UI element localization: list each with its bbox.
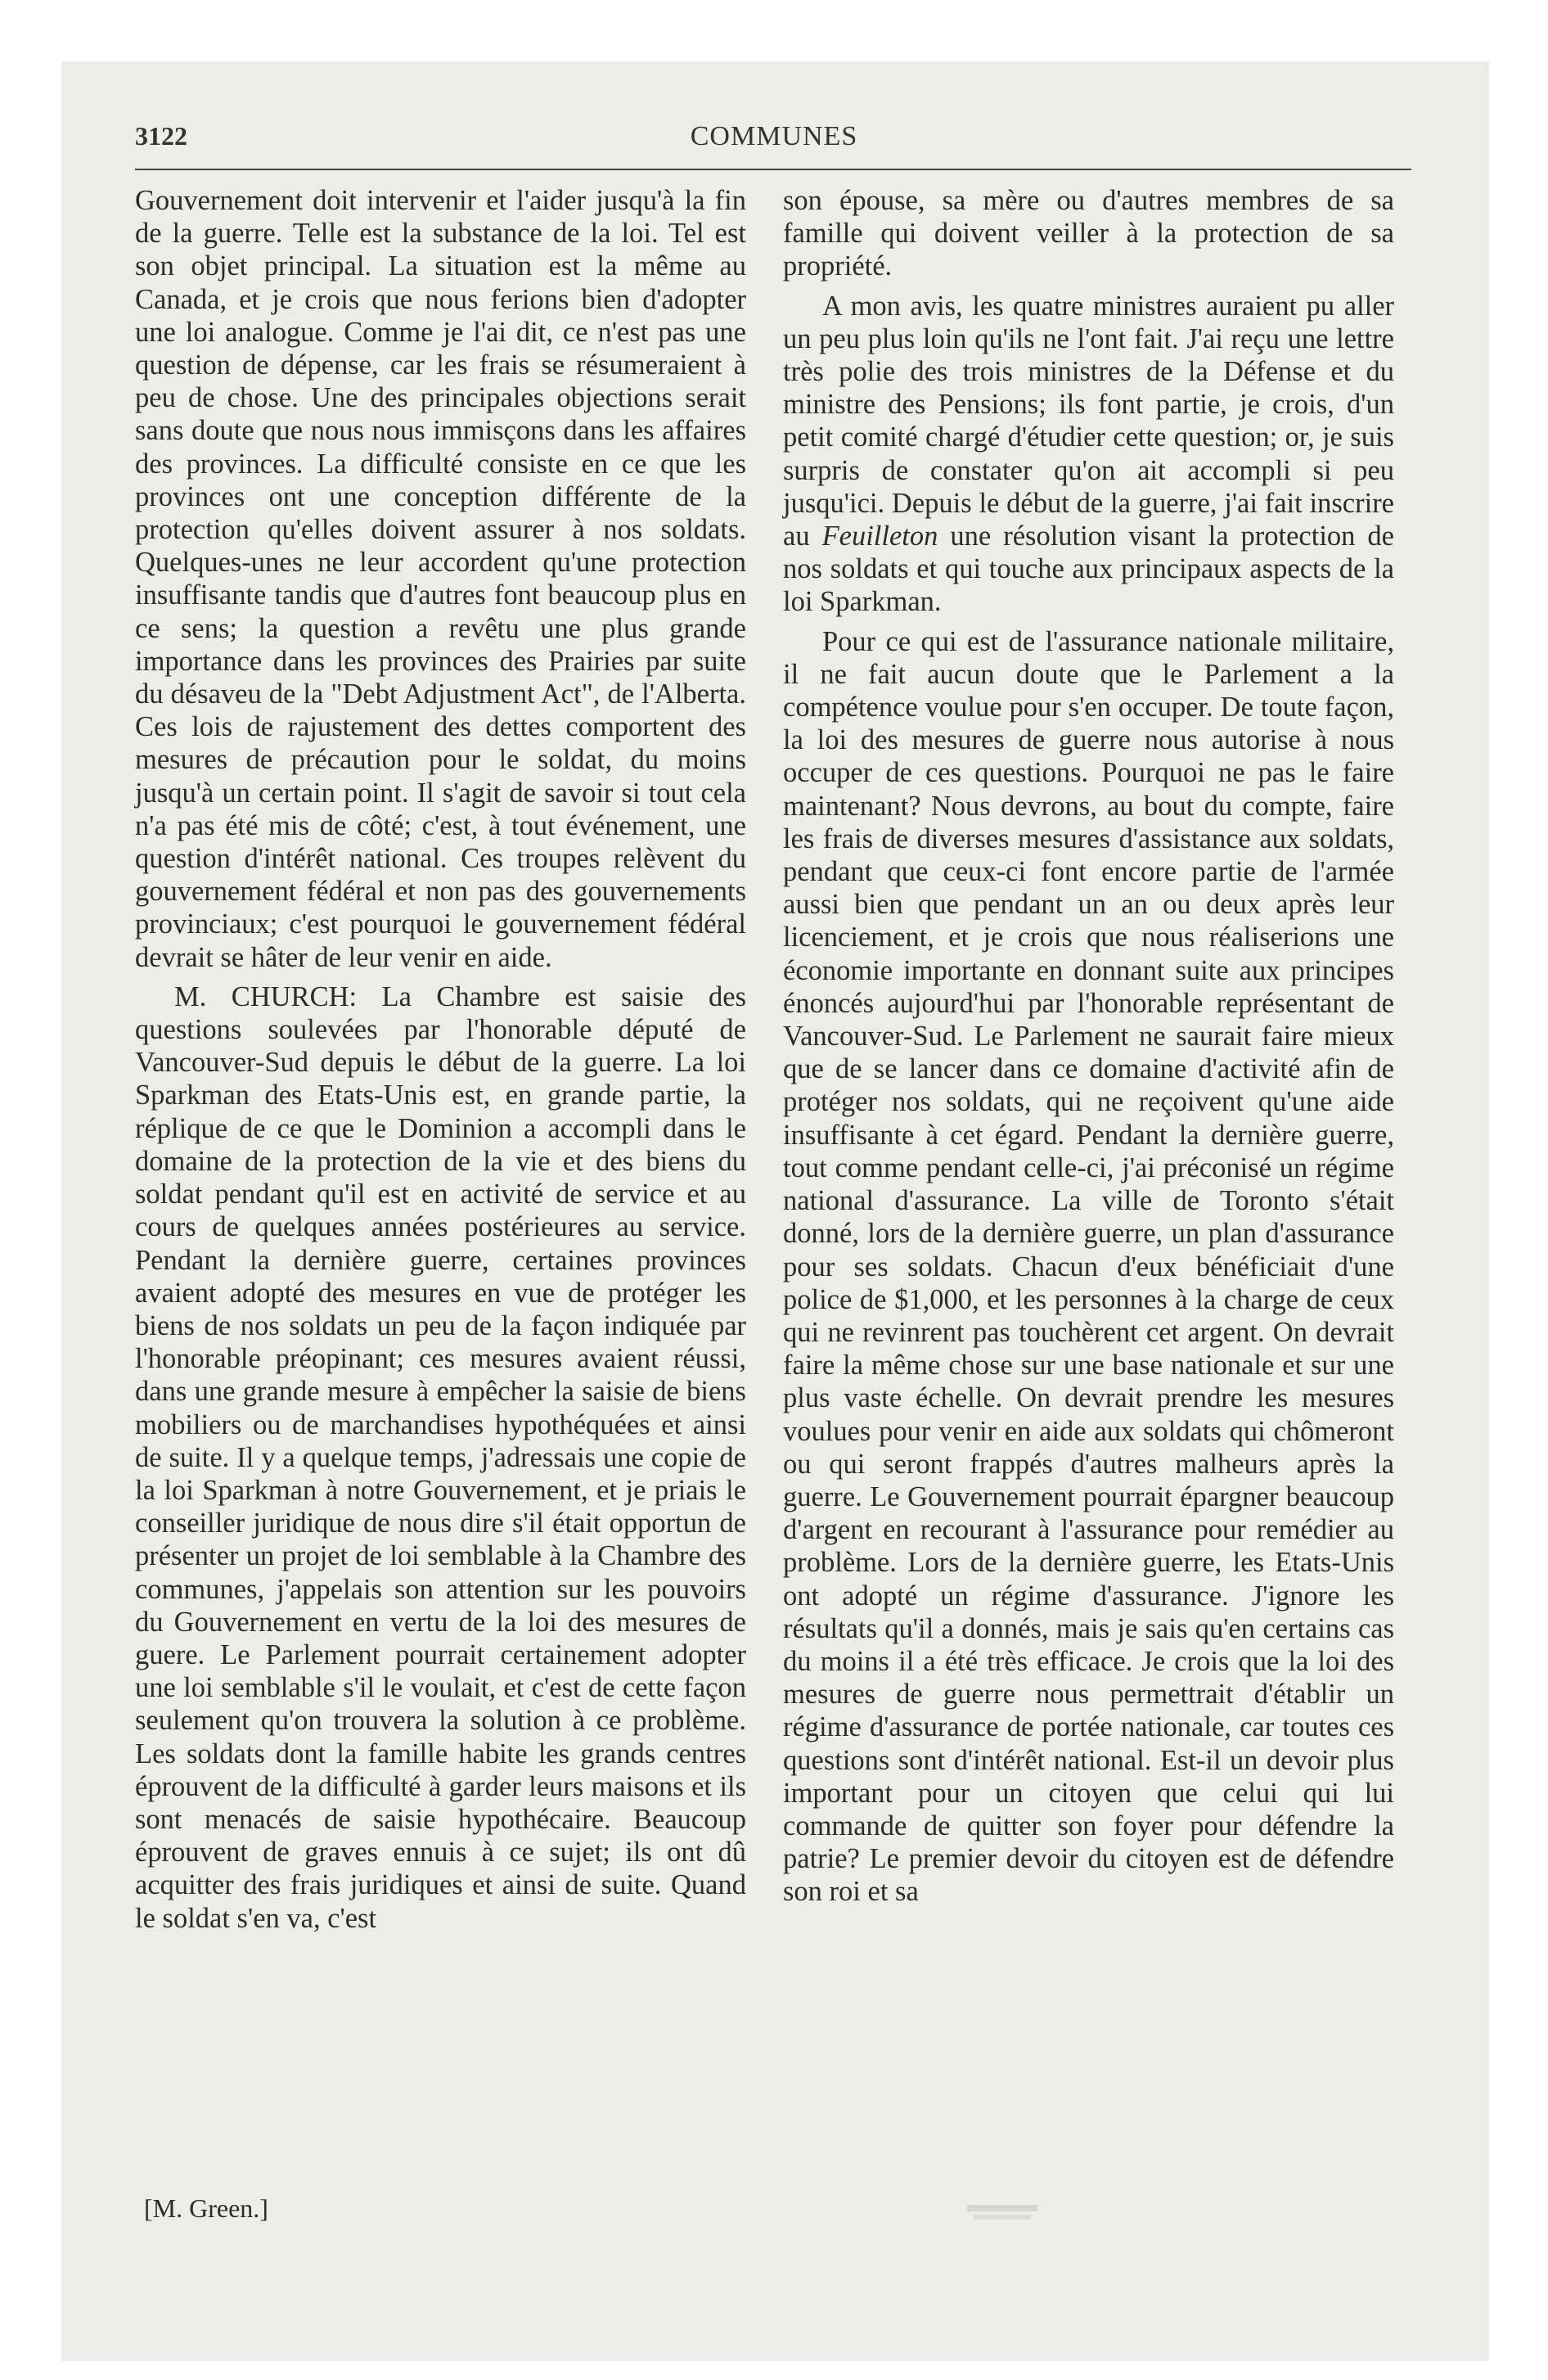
- paragraph-text: une résolution visant la protection de nos soldats et qui touche aux principaux aspects de la loi Sparkman.: [783, 521, 1394, 618]
- italic-term: Feuilleton: [821, 521, 938, 552]
- speaker-attribution: [M. Green.]: [144, 2193, 268, 2223]
- left-column: [135, 184, 746, 1935]
- speaker-name: M. CHURCH:: [174, 980, 358, 1012]
- header-rule: [135, 169, 1411, 170]
- paragraph-text: La Chambre est saisie des questions soulevées par l'honorable député de Vancouver-Sud depuis le début de la guerre. La loi Sparkman des Etats-Unis est, en grande partie, la réplique de ce que le Dominion a accompli dans le domaine de la protection de la vie et des biens du soldat pendant qu'il est en activité de service et au cours de quelques années postérieures au service. Pendant la dernière guerre, certaines provinces avaient adopté des mesures en vue de protéger les biens de nos soldats un peu de la façon indiquée par l'honorable préopinant; ces mesures avaient réussi, dans une grande mesure à empêcher la saisie de biens mobiliers ou de marchandises hypothéquées et ainsi de suite. Il y a quelque temps, j'adressais une copie de la loi Sparkman à notre Gouvernement, et je priais le conseiller juridique de nous dire s'il était opportun de présenter un projet de loi semblable à la Chambre des communes, j'appelais son attention sur les pouvoirs du Gouvernement en vertu de la loi des mesures de guere. Le Parlement pourrait certainement adopter une loi semblable s'il le voulait, et c'est de cette façon seulement qu'on trouvera la solution à ce problème. Les soldats dont la famille habite les grands centres éprouvent de la difficulté à garder leurs maisons et ils sont menacés de saisie hypothécaire. Beaucoup éprouvent de graves ennuis à ce sujet; ils ont dû acquitter des frais juridiques et ainsi de suite. Quand le soldat s'en va, c'est: [135, 980, 746, 1934]
- paragraph: [783, 290, 1394, 619]
- paragraph: Pour ce qui est de l'assurance nationale militaire, il ne fait aucun doute que le Parlement a la compétence voulue pour s'en occuper. De toute façon, la loi des mesures de guerre nous autorise à nous occuper de ces questions. Pourquoi ne pas le faire maintenant? Nous devrons, au bout du compte, faire les frais de diverses mesures d'assistance aux soldats, pendant que ceux-ci font encore partie de l'armée aussi bien que pendant un an ou deux après leur licenciement, et je crois que nous réaliserions une économie importante en donnant suite aux principes énoncés aujourd'hui par l'honorable représentant de Vancouver-Sud. Le Parlement ne saurait faire mieux que de se lancer dans ce domaine d'activité afin de protéger nos soldats, qui ne reçoivent qu'une aide insuffisante à cet égard. Pendant la dernière guerre, tout comme pendant celle-ci, j'ai préconisé un régime national d'assurance. La ville de Toronto s'était donné, lors de la dernière guerre, un plan d'assurance pour ses soldats. Chacun d'eux bénéficiait d'une police de $1,000, et les personnes à la charge de ceux qui ne revinrent pas touchèrent cet argent. On devrait faire la même chose sur une base nationale et sur une plus vaste échelle. On devrait prendre les mesures voulues pour venir en aide aux soldats qui chômeront ou qui seront frappés d'autres malheurs après la guerre. Le Gouvernement pourrait épargner beaucoup d'argent en recourant à l'assurance pour remédier au problème. Lors de la dernière guerre, les Etats-Unis ont adopté un régime d'assurance. J'ignore les résultats qu'il a donnés, mais je sais qu'en certains cas du moins il a été très efficace. Je crois que la loi des mesures de guerre nous permettrait d'établir un régime d'assurance de portée nationale, car toutes ces questions sont d'intérêt national. Est-il un devoir plus important pour un citoyen que celui qui lui commande de quitter son foyer pour défendre la patrie? Le premier devoir du citoyen est de défendre son roi et sa: [783, 625, 1394, 1908]
- right-column: [783, 184, 1394, 1909]
- page-number: 3122: [135, 121, 187, 151]
- paragraph: [135, 980, 746, 1935]
- paragraph-text: A mon avis, les quatre ministres auraient pu aller un peu plus loin qu'ils ne l'ont fait. J'ai reçu une lettre très polie des trois ministres de la Défense et du ministre des Pensions; ils font partie, je crois, d'un petit comité chargé d'étudier cette question; or, je suis surpris de constater qu'on ait accompli si peu jusqu'ici. Depuis le début de la guerre, j'ai fait inscrire au: [783, 290, 1394, 552]
- paragraph: son épouse, sa mère ou d'autres membres de sa famille qui doivent veiller à la protection de sa propriété.: [783, 185, 1394, 282]
- paragraph: Gouvernement doit intervenir et l'aider jusqu'à la fin de la guerre. Telle est la substance de la loi. Tel est son objet principal. La situation est la même au Canada, et je crois que nous ferions bien d'adopter une loi analogue. Comme je l'ai dit, ce n'est pas une question de dépense, car les frais se résumeraient à peu de chose. Une des principales objections serait sans doute que nous nous immisçons dans les affaires des provinces. La difficulté consiste en ce que les provinces ont une conception différente de la protection qu'elles doivent assurer à nos soldats. Quelques-unes ne leur accordent qu'une protection insuffisante tandis que d'autres font beaucoup plus en ce sens; la question a revêtu une plus grande importance dans les provinces des Prairies par suite du désaveu de la "Debt Adjustment Act", de l'Alberta. Ces lois de rajustement des dettes comportent des mesures de précaution pour le soldat, du moins jusqu'à un certain point. Il s'agit de savoir si tout cela n'a pas été mis de côté; c'est, à tout événement, une question d'intérêt national. Ces troupes relèvent du gouvernement fédéral et non pas des gouvernements provinciaux; c'est pourquoi le gouvernement fédéral devrait se hâter de leur venir en aide.: [135, 185, 746, 973]
- running-head: COMMUNES: [690, 121, 858, 151]
- faint-stamp: [965, 2202, 1039, 2223]
